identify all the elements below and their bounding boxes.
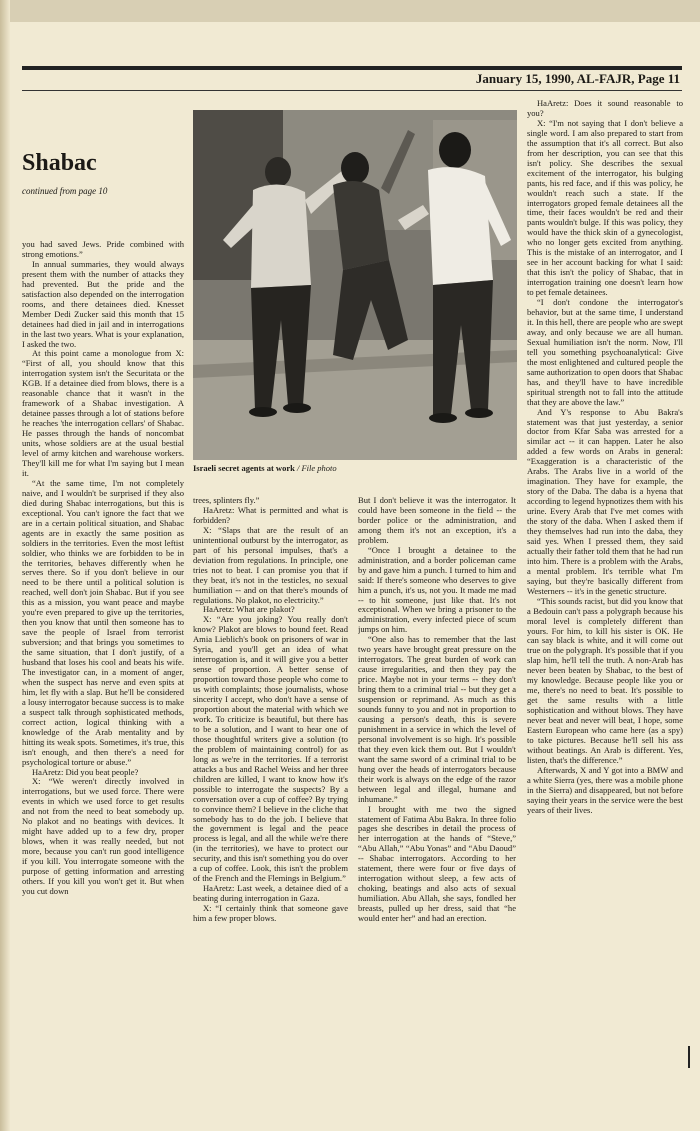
article-headline: Shabac bbox=[22, 150, 97, 176]
paragraph: But I don't believe it was the interrogator. It could have been someone in the field -- the border police or the administration, and among them it's not an exception, it's a problem. bbox=[358, 496, 516, 545]
article-photo bbox=[193, 110, 517, 460]
paragraph: X: “Are you joking? You really don't know? Plakot are blows to bound feet. Read Amia Lieblich's book on prisoners of war in Syria, and you'll get an idea of what interrogation is, and it will give you a better sense of proportion. A better sense of proportion toward those people who come to us with complaints; those journalists, whose sincerity I accept, who don't have a sense of proportion about the material with which we work. To criticize is beautiful, but there has to be a solution, and I want to hear one of those thoughtful writers give a solution (to the problem of maintaining control) for as long as we're in the territories. If a terrorist attacks a bus and Rachel Weiss and her three children are killed, I want to know how it's possible to interrogate the suspects? By a conversation over a cup of coffee? By trying to convince them? I believe in the cliche that somebody has to do the job. I believe that the government is legal and the peace process is legal, and all the while we're there (in the territories), we have to protect our security, and this isn't something you do over a cup of coffee. Look, this isn't the problem of the French and the Flemings in Belgium.” bbox=[193, 614, 348, 884]
paragraph: “This sounds racist, but did you know that a Bedouin can't pass a polygraph because his moral level is completely different than yours. For him, to kill his sister is OK. He can say black is white, and it will come out true on the polygraph. It's possible that if you slap him, he'll tell the truth. A non-Arab has never been beaten by Shabac, to the best of my knowledge. Because people like you or me, there's no need to beat. It's possible to get the same results with a little sophistication and without blows. They have never beat and never will beat, I hope, some Eastern European who came here (as a spy) to take pictures. Because he'll sell his ass without beatings. An Arab is different. Yes, listen, that's the difference.” bbox=[527, 595, 683, 765]
header-rule-thick bbox=[22, 66, 682, 70]
paragraph: “One also has to remember that the last two years have brought great pressure on the interrogators. The great burden of work can cause irregularities, and then they pay the price. Maybe not in your terms -- they don't bring them to a criminal trial -- but they get a suspension or reprimand. As much as this sounds funny to you and not in proportion to causing a person's death, this is severe punishment in a service in which the level of personal involvement is so high. It's possible that they even kick them out. But I wouldn't want the same sword of a criminal trial to be hung over the heads of interrogators because their work is always on the edge of the razor between legal and illegal, humane and inhumane.” bbox=[358, 634, 516, 804]
paragraph: X: “I certainly think that someone gave him a few proper blows. bbox=[193, 903, 348, 924]
paragraph: trees, splinters fly.” bbox=[193, 496, 260, 505]
paragraph: you had saved Jews. Pride combined with strong emotions.” bbox=[22, 240, 184, 259]
paragraph: At this point came a monologue from X: “First of all, you should know that this interrogation system isn't the Securitata or the KGB. If a detainee died from blows, there is a reasonable chance that it wasn't in the framework of a Shabac investigation. A detainee passes through a lot of stations before he reaches 'the interrogation cellars' of Shabac. He passes through the hands of noncombat units, whose soldiers are at the usual bestial level of army kitchen and warehouse workers. They'll kill me for what I'm saying but I mean it. bbox=[22, 348, 184, 478]
photo-caption-title: Israeli secret agents at work bbox=[193, 463, 295, 473]
paragraph: X: “We weren't directly involved in interrogations, but we used force. There were events in which we used force to get results and not from the need to beat somebody up. No plakot and no beatings with devices. It might have added up to a few dry, proper blows, when it was really needed, but not more, because you can't run good intelligence if you kill. You interrogate someone with the purpose of getting information and arresting others. If you kill you won't get it. But when you cut down bbox=[22, 776, 184, 896]
paragraph: I brought with me two the signed statement of Fatima Abu Bakra. In three folio pages she describes in detail the process of her interrogation at the hands of “Steve,” “Abu Allah,” “Abu Yonas” and “Abu Daoud” -- Shabac interrogators. According to her statement, there were four or five days of interrogation without sleep, a few acts of choking, beatings and also acts of sexual humiliation. Abu Allah, she says, fondled her breasts, pulled up her dress, said that “he would enter her” and had an erection. bbox=[358, 803, 516, 924]
article-column-3 bbox=[358, 496, 516, 1096]
photo-credit: / File photo bbox=[296, 463, 337, 473]
page-header: January 15, 1990, AL-FAJR, Page 11 bbox=[475, 71, 680, 86]
paragraph: Afterwards, X and Y got into a BMW and a white Sierra (yes, there was a mobile phone in the Sierra) and disappeared, but not before saying their years in the service were the best years of their lives. bbox=[527, 764, 683, 815]
paragraph: “I don't condone the interrogator's behavior, but at the same time, I understand it. In this hell, there are people who are swept away, and only because we are all human. Sexual humiliation isn't the norm. Now, I'll tell you something psychoanalytical: Give the most enlightened and cultured people the same authorization to open doors that Shabac has, and they'll have to have incredible spiritual strength not to fall into the attitude that they are above the law.” bbox=[527, 297, 683, 407]
article-column-4 bbox=[527, 99, 683, 1109]
paragraph: And Y's response to Abu Bakra's statement was that just yesterday, a senior doctor from Kfar Saba was arrested for a similar act -- it can happen. Later he also added a few words on Arabs in general: “Exaggeration is a characteristic of the Arabs. The Arabs live in a world of the imagination. They have for example, the story of the Daba. The daba is a hyena that according to legend hypnotizes them with his urine. Every Arab that I've met comes with the story of the daba. When I asked them if they themselves had run into the daba, they said yes. When I pressed them, they said actually their father told them that he had run into him. There is a problem with the Arabs, a mental problem. It's terrible what I'm saying, but they're basically different from Westerners -- it's in the genetic structure. bbox=[527, 406, 683, 596]
header-rule-thin bbox=[22, 90, 682, 91]
paragraph: HaAretz: What are plakot? bbox=[203, 604, 295, 615]
paragraph: HaAretz: Does it sound reasonable to you? bbox=[527, 99, 683, 118]
article-column-1 bbox=[22, 240, 184, 1110]
paragraph: “At the same time, I'm not completely naive, and I wouldn't be surprised if they also died during Shabac interrogations, but this is exceptional. You can't ignore the fact that we are in a certain political situation, and Shabac agents are in exactly the same position as soldiers in the territories. Even the most leftist soldier, who thinks we are forbidden to be in the territories, behaves differently when he serves there. So if you don't believe in our need to be there until a political solution is reached, well don't join Shabac. But if you see this as a mission, you want peace and maybe you're even prepared to give up the territories, then you know that until then someone has to save the people of Israel from terrorist subversion; and that brings you sometimes to the same situation, that I don't justify, of a husband that loses his cool and beats his wife. The investigator can, in a moment of anger, when the suspect has nerve and even spits at him, let fly with a slap. But he'll be considered a lousy interrogator because success is to make a suspect talk through sophisticated methods, correct action, logical thinking with a knowledge of the Arab mentality and by hitting its weak spots. Sometimes, it's true, this isn't enough, and then there's a need for psychological torture or abuse.” bbox=[22, 477, 184, 767]
paragraph: X: “I'm not saying that I don't believe a single word. I am also prepared to start from the assumption that it's all correct. But also from her description, you can see that this isn't policy. She describes the sexual excitement of the interrogator, his bulging pants, his red face, and if this was policy, he wouldn't reach such a state. If the interrogators groped female detainees all the time, their faces wouldn't be red and their pants wouldn't bulge. If this was policy, they would have the thick skin of a gynecologist, who no longer gets excited from anything. This is the mistake of an interrogator, and I see in her account backing for what I said: that this isn't the policy of Shabac, that in interrogation training one doesn't learn how to pet female detainees. bbox=[527, 117, 683, 298]
paragraph: HaAretz: Last week, a detainee died of a beating during interrogation in Gaza. bbox=[193, 883, 348, 904]
paragraph: HaAretz: What is permitted and what is forbidden? bbox=[193, 504, 348, 525]
paragraph: HaAretz: Did you beat people? bbox=[32, 766, 139, 777]
continued-note: continued from page 10 bbox=[22, 186, 108, 196]
binding-shadow bbox=[0, 0, 10, 1131]
photo-illustration bbox=[193, 110, 517, 460]
article-column-2 bbox=[193, 496, 348, 1096]
page-top-edge bbox=[0, 0, 700, 22]
column-end-mark bbox=[688, 1046, 690, 1068]
paragraph: In annual summaries, they would always present them with the number of attacks they had prevented. But the pride and the satisfaction also depended on the interrogation rooms, and there detainees died. Knesset Member Dedi Zucker said this month that 15 detainees had died in jail and in interrogations in the last two years. What is your explanation, I asked the two. bbox=[22, 258, 184, 349]
paragraph: “Once I brought a detainee to the administration, and a border policeman came by and gave him a punch. I turned to him and said: If there's someone who deserves to give him a punch, it's us, not you. It made me mad -- to hit someone, just like that. It's not exceptional. When we bring a prisoner to the administration, every infected piece of scum jumps on him. bbox=[358, 544, 516, 635]
photo-caption bbox=[193, 463, 517, 473]
paragraph: X: “Slaps that are the result of an unintentional outburst by the interrogator, as part of his personal impulses, that's a deviation from regulations. In principle, one tries not to beat. I can promise you that if they beat, it's not in the testicles, no sexual humiliation -- and on that there's mounds of regulations. No plakot, no electricity.” bbox=[193, 524, 348, 605]
